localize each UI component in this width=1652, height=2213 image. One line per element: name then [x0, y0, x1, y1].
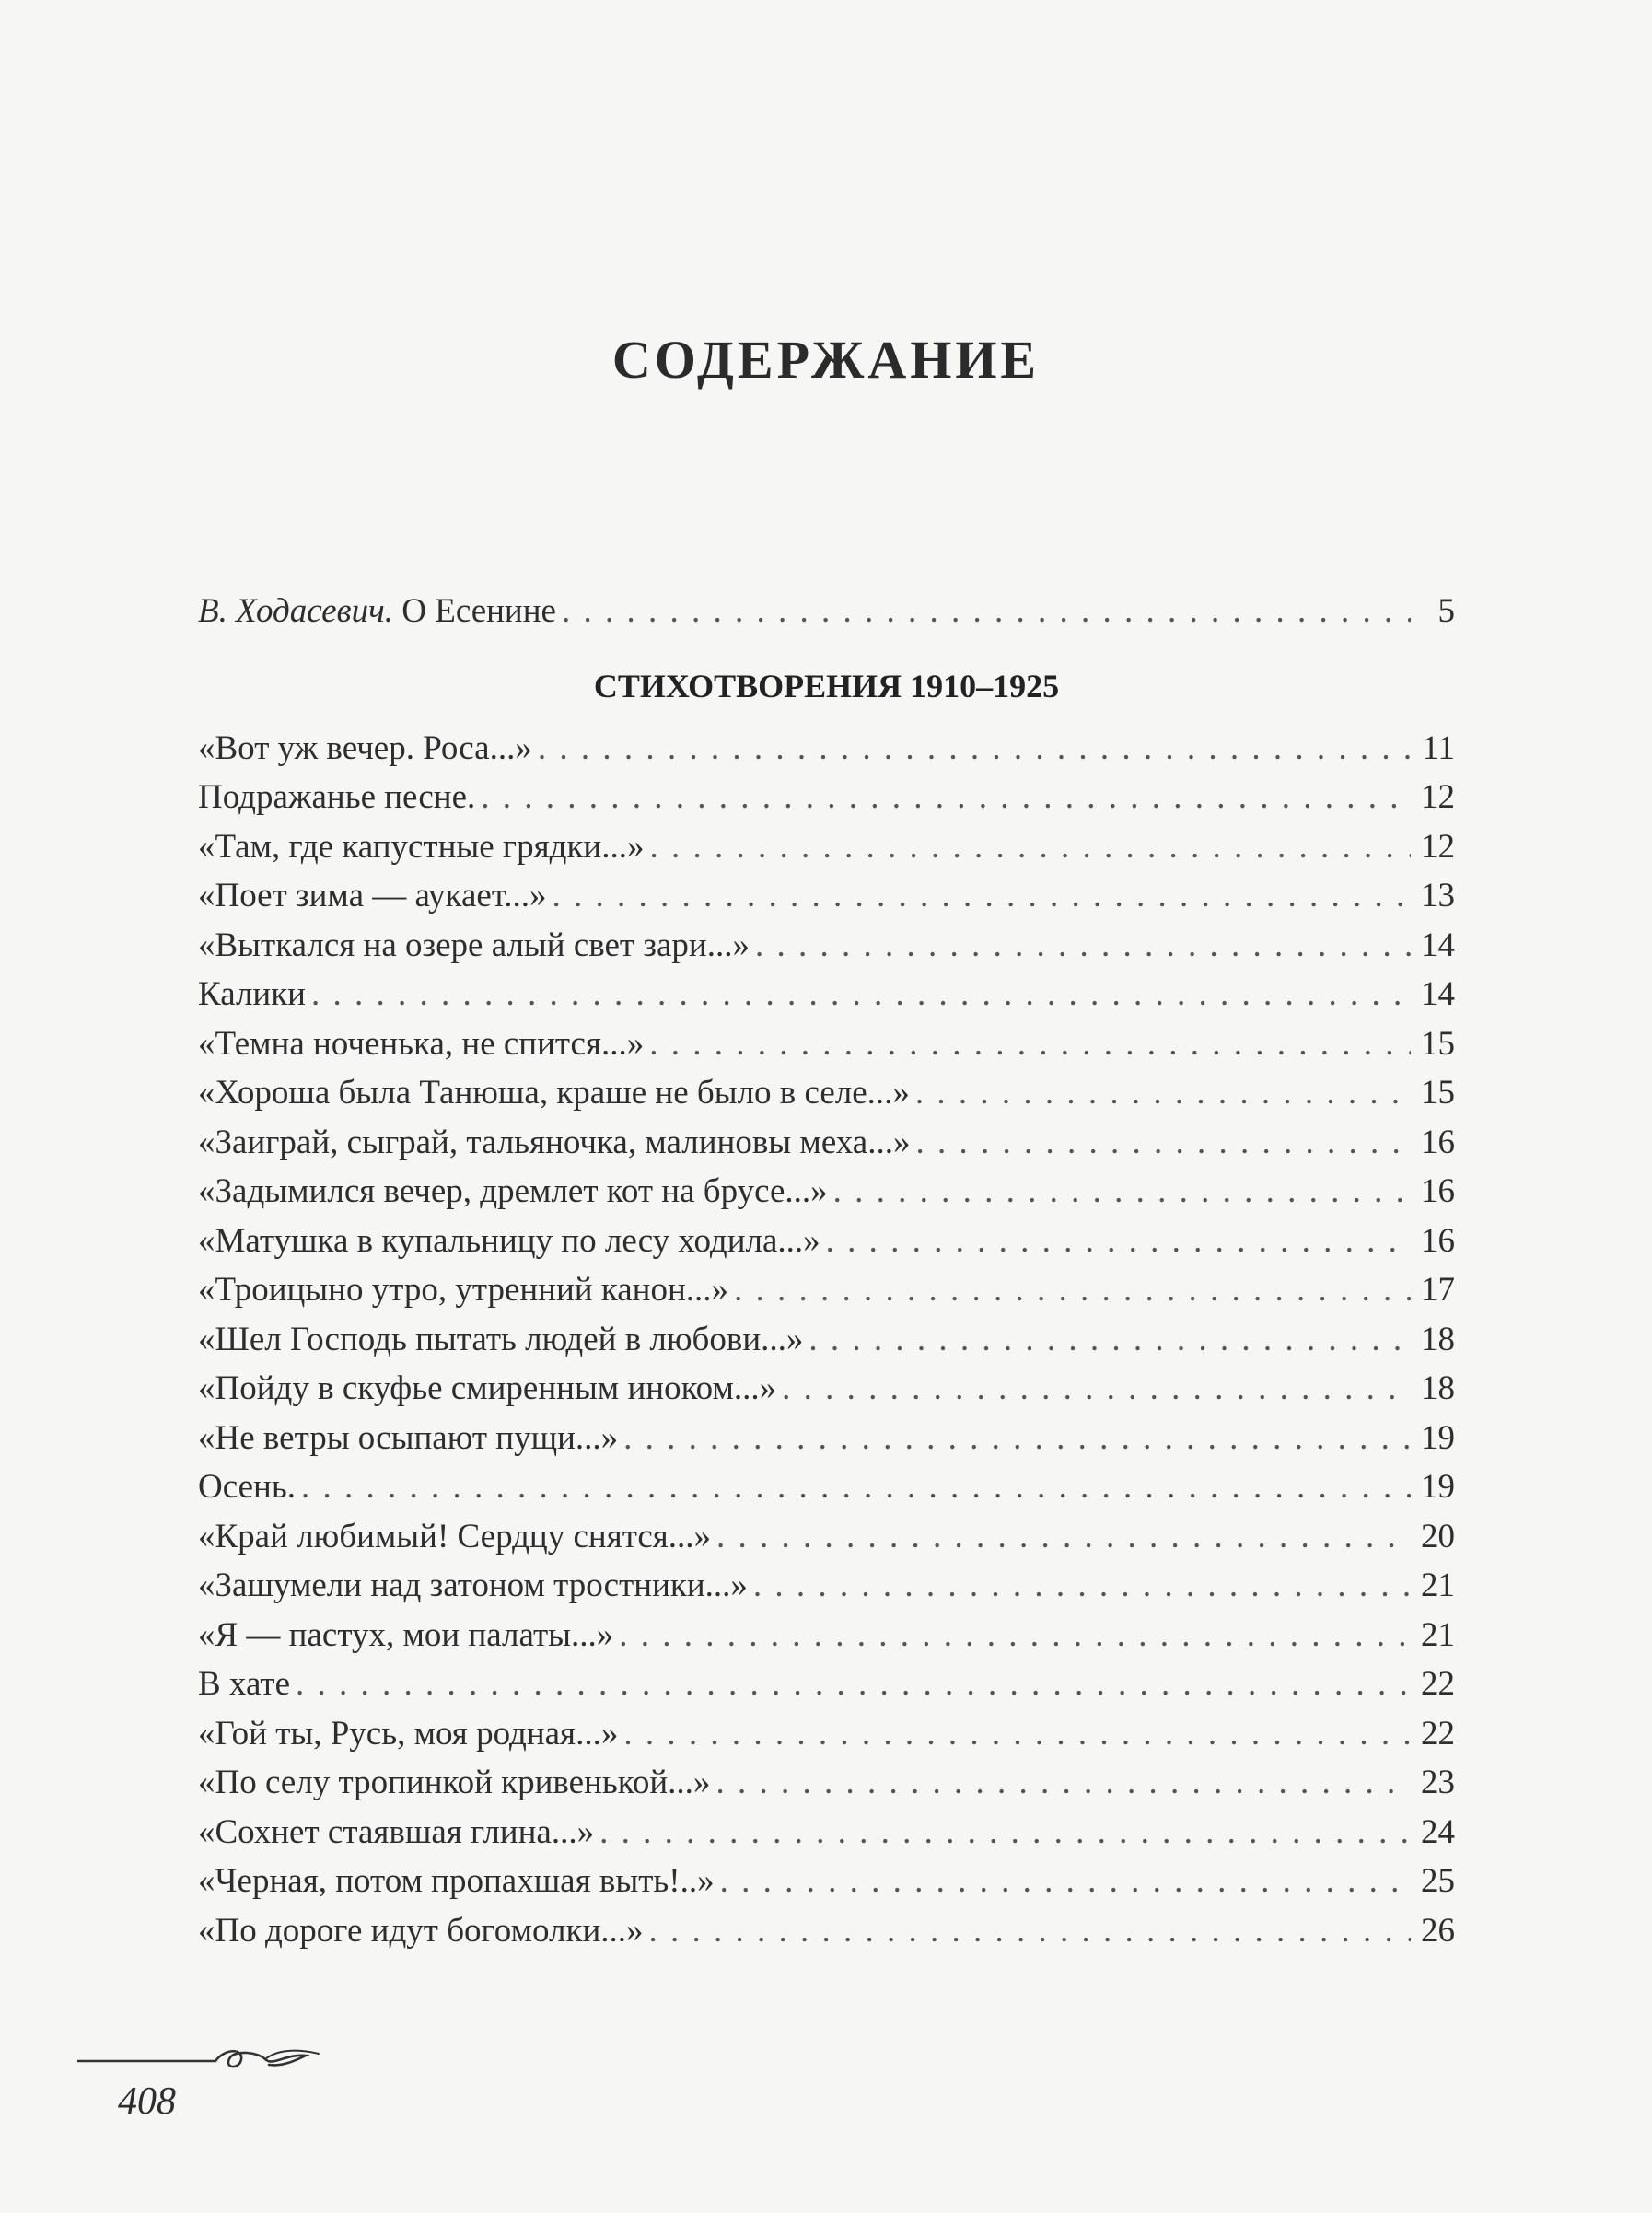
toc-entry: [198, 1758, 1455, 1808]
toc-entry: [198, 1611, 1455, 1660]
toc-entry: [198, 1265, 1455, 1315]
toc-entry: [198, 773, 1455, 822]
toc-entry: [198, 1315, 1455, 1365]
toc-entry-page: 18: [1421, 1369, 1455, 1407]
toc-entry-page: 14: [1421, 926, 1455, 964]
toc-entry-page: 22: [1421, 1714, 1455, 1753]
toc-entries-list: [198, 724, 1455, 1956]
toc-entry-title: «Троицыно утро, утренний канон...»: [198, 1271, 729, 1309]
page-number: 408: [118, 2080, 176, 2123]
toc-leader-dots: [734, 1265, 1411, 1315]
toc-entry-page: 18: [1421, 1320, 1455, 1358]
toc-entry-page: 16: [1421, 1123, 1455, 1161]
toc-leader-dots: [716, 1512, 1411, 1562]
toc-entry-page: 12: [1421, 778, 1455, 816]
toc-entry: [198, 1462, 1455, 1512]
flourish-ornament-icon: [77, 2043, 326, 2079]
toc-entry-intro: [198, 587, 1455, 636]
toc-leader-dots: [296, 1660, 1411, 1709]
toc-entry-page: 23: [1421, 1764, 1455, 1801]
toc-leader-dots: [833, 1167, 1411, 1217]
toc-entry: [198, 970, 1455, 1019]
toc-entry-title: «Гой ты, Русь, моя родная...»: [198, 1714, 619, 1753]
toc-entry-title: «Зашумели над затоном тростники...»: [198, 1567, 748, 1604]
toc-entry-title: «Заиграй, сыграй, тальяночка, малиновы меха...»: [198, 1123, 911, 1161]
toc-entry-title: «Пойду в скуфье смиренным иноком...»: [198, 1369, 777, 1407]
toc-entry-title: «Задымился вечер, дремлет кот на брусе...»: [198, 1172, 828, 1210]
toc-entry-page: 17: [1421, 1271, 1455, 1309]
toc-entry-page: 16: [1421, 1172, 1455, 1210]
toc-leader-dots: [826, 1217, 1411, 1266]
toc-leader-dots: [753, 1561, 1411, 1611]
toc-entry-page: 20: [1421, 1517, 1455, 1555]
toc-leader-dots: [623, 1709, 1411, 1759]
toc-leader-dots: [755, 921, 1411, 971]
section-heading: СТИХОТВОРЕНИЯ 1910–1925: [593, 667, 1060, 705]
toc-entry-title: «Черная, потом пропахшая выть!..»: [198, 1862, 715, 1900]
toc-leader-dots: [782, 1364, 1411, 1414]
toc-entry-author: В. Ходасевич.: [198, 592, 394, 630]
toc-entry: [198, 1118, 1455, 1168]
toc-entry-page: 21: [1421, 1615, 1455, 1654]
toc-entry-page: 22: [1421, 1665, 1455, 1703]
toc-entry-page: 21: [1421, 1567, 1455, 1604]
toc-leader-dots: [649, 1019, 1411, 1069]
toc-entry-title: В хате: [198, 1665, 290, 1703]
toc-entry: [198, 1709, 1455, 1759]
toc-entry-title: «По дороге идут богомолки...»: [198, 1911, 644, 1950]
toc-entry: [198, 1217, 1455, 1266]
toc-entry-title: «Я — пастух, мои палаты...»: [198, 1615, 614, 1654]
page-title: СОДЕРЖАНИЕ: [611, 329, 1041, 390]
toc-entry-page: 5: [1437, 592, 1455, 630]
toc-entry-page: 24: [1421, 1812, 1455, 1851]
toc-entry: [198, 1019, 1455, 1069]
toc-leader-dots: [311, 970, 1411, 1019]
toc-entry-page: 15: [1421, 1074, 1455, 1112]
toc-entry-page: 25: [1421, 1862, 1455, 1900]
toc-entry: [198, 1808, 1455, 1858]
toc-leader-dots: [649, 1906, 1412, 1956]
toc-entry: [198, 1068, 1455, 1118]
toc-entry: [198, 1906, 1455, 1956]
toc-entry: [198, 871, 1455, 921]
toc-entry-title: «Там, где капустные грядки...»: [198, 827, 645, 866]
toc-leader-dots: [619, 1611, 1411, 1660]
toc-leader-dots: [301, 1462, 1411, 1512]
toc-entry-title: Калики: [198, 975, 306, 1013]
toc-entry-page: 12: [1421, 827, 1455, 866]
toc-entry: [198, 724, 1455, 774]
toc-leader-dots: [715, 1758, 1411, 1808]
toc-entry: [198, 822, 1455, 872]
toc-entry-page: 15: [1421, 1024, 1455, 1063]
toc-entry-title: «Поет зима — аукает...»: [198, 877, 547, 914]
toc-entry-page: 26: [1421, 1911, 1455, 1950]
table-of-contents: [198, 587, 1455, 1955]
toc-entry-title: «Темна ноченька, не спится...»: [198, 1024, 645, 1063]
toc-entry: [198, 1364, 1455, 1414]
toc-leader-dots: [562, 587, 1411, 636]
toc-entry: [198, 1512, 1455, 1562]
toc-entry-title: [198, 587, 556, 636]
toc-leader-dots: [599, 1808, 1411, 1858]
toc-entry-title: «Хороша была Танюша, краше не было в селе...»: [198, 1074, 910, 1112]
toc-leader-dots: [809, 1315, 1411, 1365]
toc-entry-page: 11: [1422, 728, 1455, 767]
toc-leader-dots: [915, 1118, 1411, 1168]
toc-entry-title-text: О Есенине: [401, 592, 556, 630]
toc-entry: [198, 921, 1455, 971]
toc-entry-page: 13: [1421, 877, 1455, 914]
toc-entry: [198, 1167, 1455, 1217]
toc-leader-dots: [649, 822, 1411, 872]
toc-entry-title: «Сохнет стаявшая глина...»: [198, 1812, 595, 1851]
toc-entry-page: 19: [1421, 1468, 1455, 1506]
toc-entry-title: «Край любимый! Сердцу снятся...»: [198, 1517, 712, 1555]
toc-entry-title: «Выткался на озере алый свет зари...»: [198, 926, 750, 964]
toc-leader-dots: [481, 773, 1411, 822]
toc-entry-title: «Не ветры осыпают пущи...»: [198, 1418, 619, 1457]
toc-leader-dots: [552, 871, 1411, 921]
toc-leader-dots: [623, 1414, 1411, 1463]
toc-entry-title: Осень.: [198, 1468, 296, 1506]
toc-entry-page: 16: [1421, 1221, 1455, 1260]
toc-entry-title: «Шел Господь пытать людей в любови...»: [198, 1320, 804, 1358]
toc-entry: [198, 1857, 1455, 1906]
toc-leader-dots: [538, 724, 1411, 774]
toc-entry-title: «Вот уж вечер. Роса...»: [198, 728, 532, 767]
toc-entry: [198, 1660, 1455, 1709]
toc-leader-dots: [915, 1068, 1411, 1118]
toc-leader-dots: [720, 1857, 1411, 1906]
toc-entry-title: «Матушка в купальницу по лесу ходила...»: [198, 1221, 820, 1260]
toc-entry: [198, 1414, 1455, 1463]
toc-entry-title: Подражанье песне.: [198, 778, 476, 816]
toc-entry-title: «По селу тропинкой кривенькой...»: [198, 1764, 711, 1801]
toc-entry-page: 14: [1421, 975, 1455, 1013]
toc-entry-page: 19: [1421, 1418, 1455, 1457]
toc-entry: [198, 1561, 1455, 1611]
